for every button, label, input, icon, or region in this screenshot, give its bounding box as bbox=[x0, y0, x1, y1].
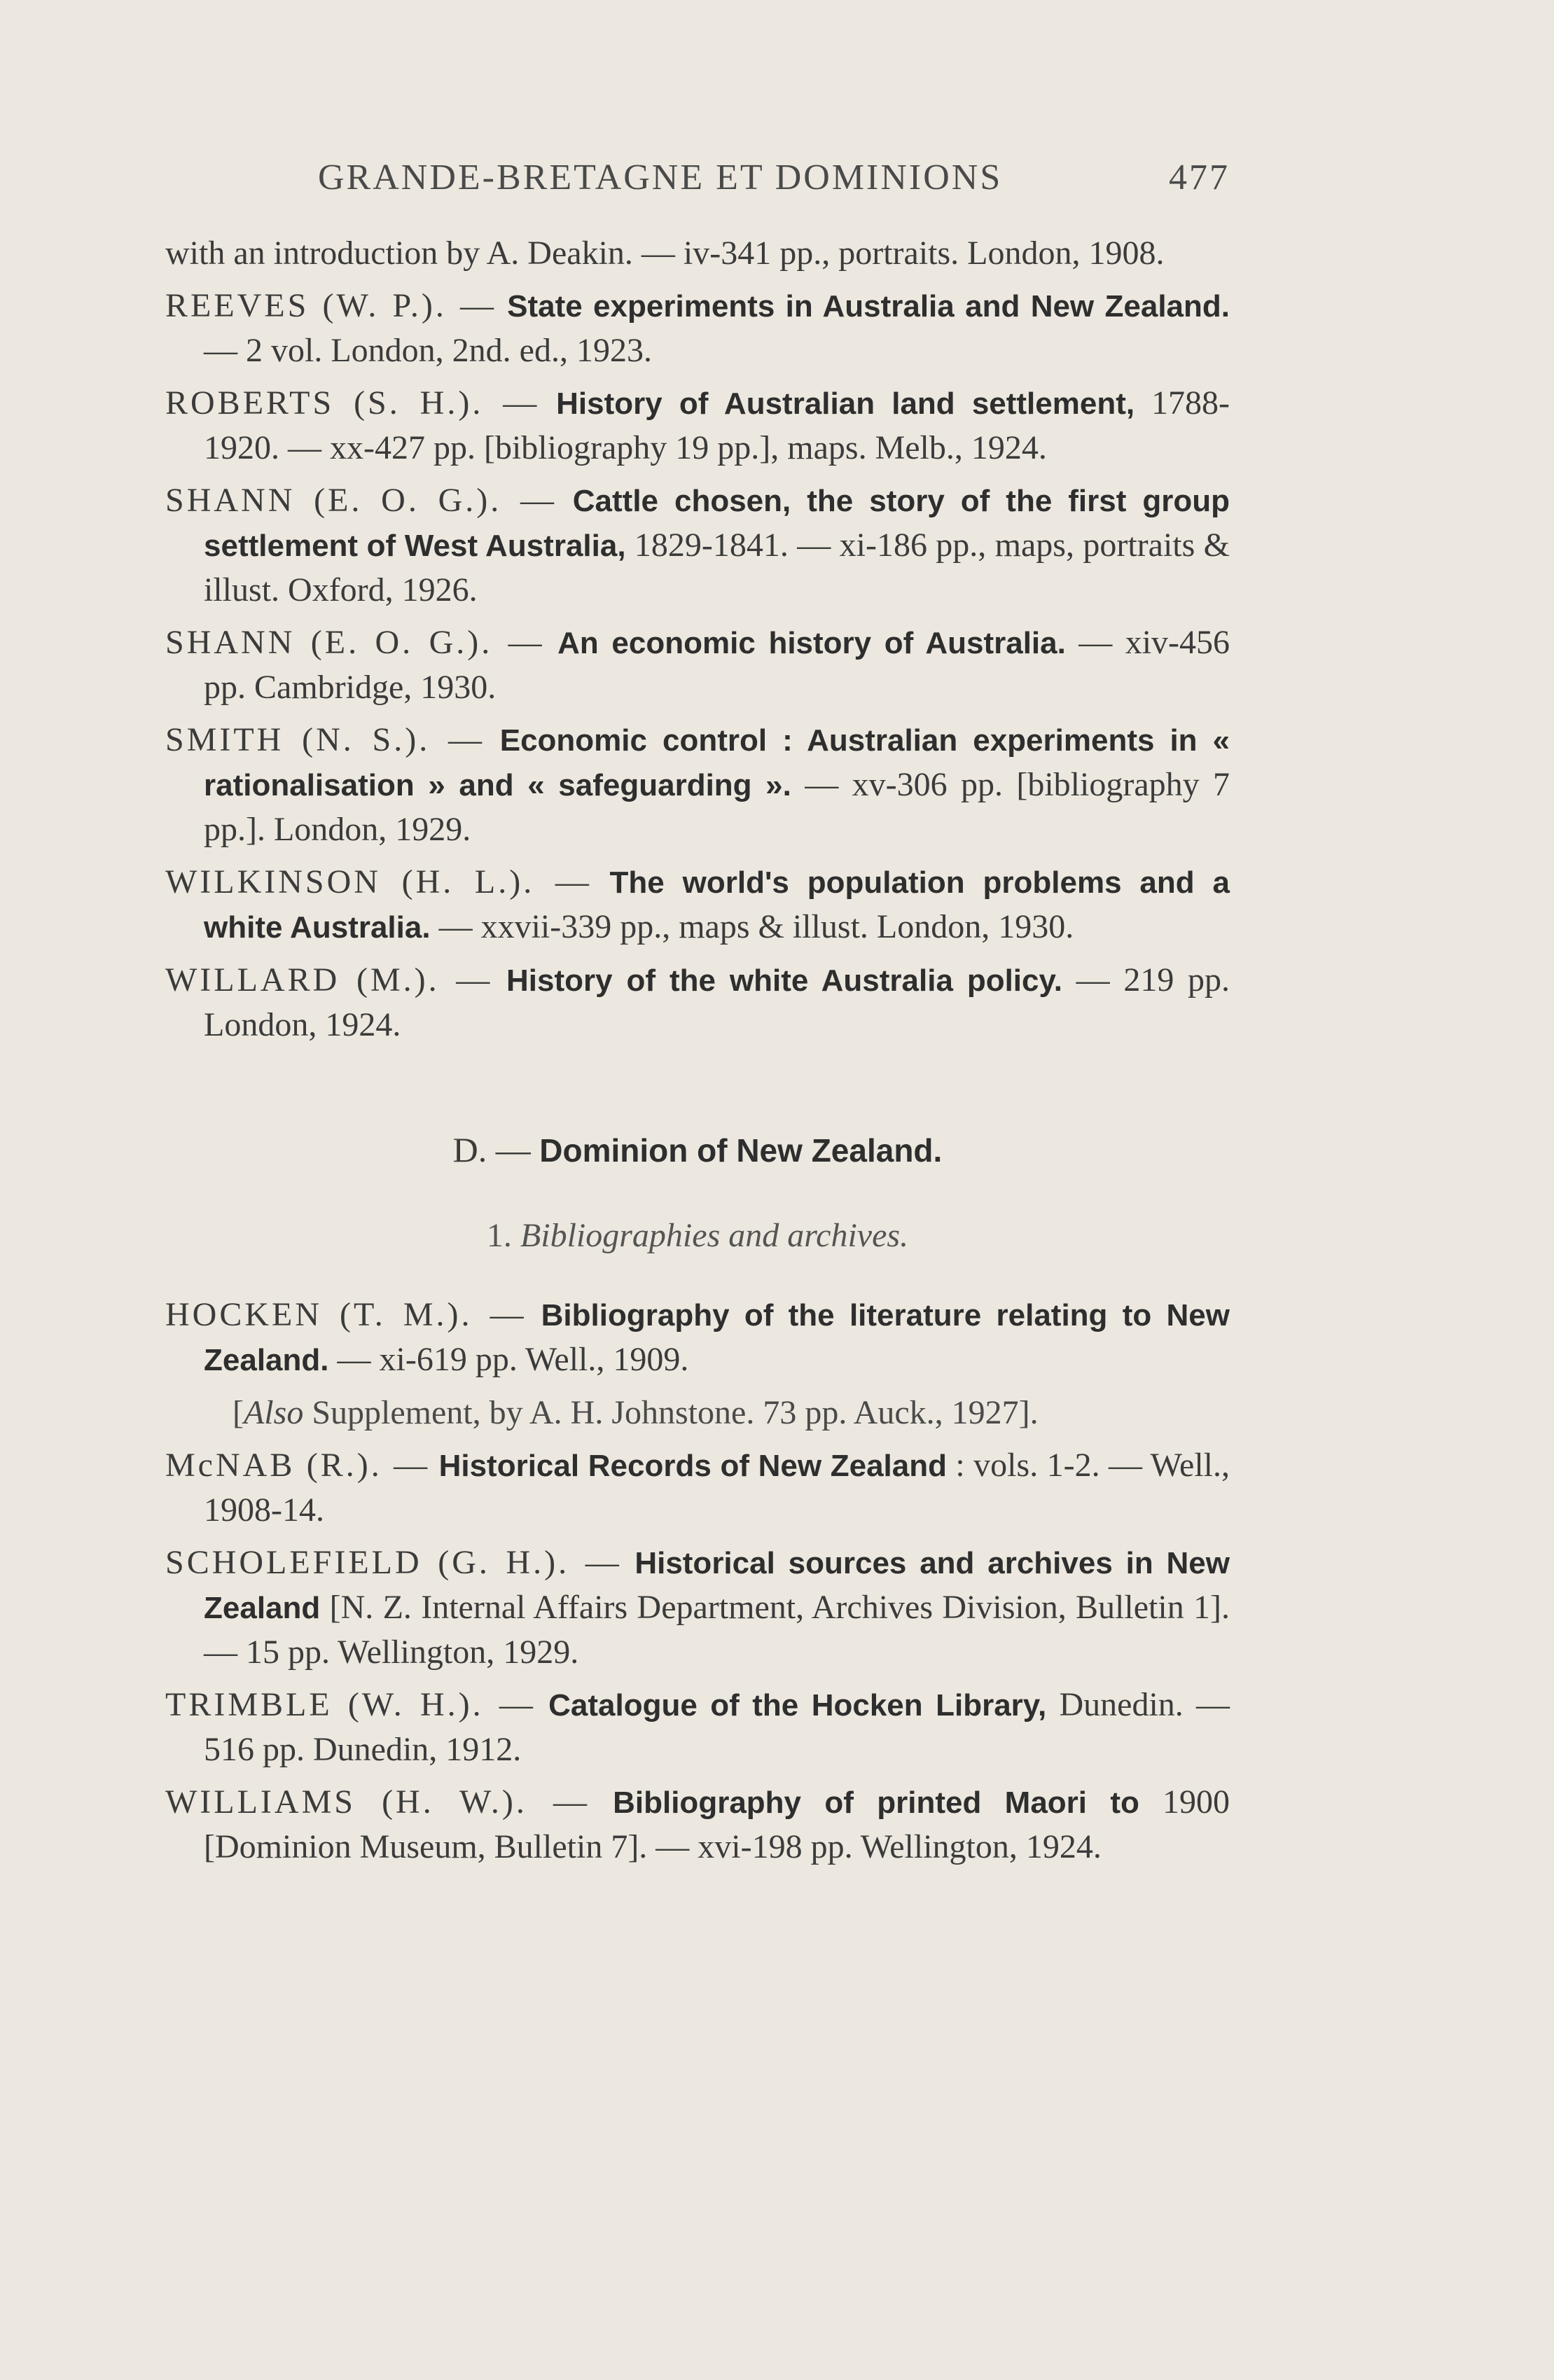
entry-author: SHANN (E. O. G.). — bbox=[165, 624, 545, 661]
running-title: GRANDE-BRETAGNE ET DOMINIONS bbox=[318, 158, 1003, 197]
bib-entry bbox=[165, 1683, 1230, 1772]
bib-entry bbox=[165, 958, 1230, 1047]
text-block bbox=[165, 231, 1230, 1877]
entry-details: — xi-619 pp. Well., 1909. bbox=[337, 1341, 689, 1378]
section-letter: D. — bbox=[452, 1130, 531, 1169]
bib-entry bbox=[165, 1443, 1230, 1532]
subsection-number: 1. bbox=[486, 1217, 512, 1254]
entry-title: Cattle chosen, the story of the first group settlement of West Australia, bbox=[204, 484, 1230, 563]
entry-title: The world's population problems and a white Australia. bbox=[204, 865, 1230, 945]
entry-author: HOCKEN (T. M.). — bbox=[165, 1296, 527, 1333]
entry-title: Economic control : Australian experiments in « rationalisation » and « safeguarding ». bbox=[204, 723, 1230, 802]
section-title: Dominion of New Zealand. bbox=[539, 1132, 943, 1169]
entry-author: SMITH (N. S.). — bbox=[165, 721, 485, 758]
bib-entry-continuation bbox=[165, 231, 1230, 275]
bib-entry bbox=[165, 1780, 1230, 1869]
entry-title: Historical sources and archives in New Zealand bbox=[204, 1546, 1230, 1625]
bib-entry bbox=[165, 718, 1230, 851]
entry-title: History of Australian land settlement, bbox=[556, 387, 1135, 421]
note-text: Supplement, by A. H. Johnstone. 73 pp. Auck., 1927]. bbox=[312, 1394, 1039, 1431]
entry-title: Historical Records of New Zealand bbox=[438, 1449, 947, 1483]
entry-details: — 219 pp. London, 1924. bbox=[204, 961, 1230, 1043]
entry-details: [N. Z. Internal Affairs Department, Archives Division, Bulletin 1]. — 15 pp. Wellington, 1929. bbox=[204, 1589, 1230, 1671]
entry-details: : vols. 1-2. — Well., 1908-14. bbox=[204, 1447, 1230, 1529]
bib-entry bbox=[165, 381, 1230, 470]
entry-author: REEVES (W. P.). — bbox=[165, 287, 497, 324]
entry-author: WILLIAMS (H. W.). — bbox=[165, 1783, 590, 1821]
entry-details: with an introduction by A. Deakin. — iv-341 pp., portraits. London, 1908. bbox=[165, 235, 1165, 272]
bib-entry bbox=[165, 284, 1230, 373]
entry-author: SCHOLEFIELD (G. H.). — bbox=[165, 1544, 622, 1581]
entry-details: — xv-306 pp. [bibliography 7 pp.]. London, 1929. bbox=[204, 766, 1230, 848]
entry-details: — xiv-456 pp. Cambridge, 1930. bbox=[204, 624, 1230, 706]
entry-details: 1829-1841. — xi-186 pp., maps, portraits & illust. Oxford, 1926. bbox=[204, 527, 1230, 608]
entry-author: ROBERTS (S. H.). — bbox=[165, 384, 540, 422]
bib-entry bbox=[165, 1293, 1230, 1382]
entry-author: TRIMBLE (W. H.). — bbox=[165, 1686, 536, 1723]
entry-title: Catalogue of the Hocken Library, bbox=[548, 1688, 1047, 1723]
entry-details: — xxvii-339 pp., maps & illust. London, 1930. bbox=[438, 908, 1074, 945]
entry-details: 1900 [Dominion Museum, Bulletin 7]. — xvi-198 pp. Wellington, 1924. bbox=[204, 1783, 1230, 1865]
subsection-title: Bibliographies and archives. bbox=[520, 1217, 909, 1254]
bib-entry bbox=[165, 1540, 1230, 1674]
entry-title: Bibliography of the literature relating to New Zealand. bbox=[204, 1298, 1230, 1377]
entry-details: Dunedin. — 516 pp. Dunedin, 1912. bbox=[204, 1686, 1230, 1768]
note-prefix: [ bbox=[233, 1394, 244, 1431]
bib-entry bbox=[165, 478, 1230, 612]
entry-details: 1788-1920. — xx-427 pp. [bibliography 19 pp.], maps. Melb., 1924. bbox=[204, 384, 1230, 466]
entry-title: An economic history of Australia. bbox=[557, 626, 1066, 660]
entry-author: SHANN (E. O. G.). — bbox=[165, 482, 557, 519]
note-italic: Also bbox=[243, 1394, 304, 1431]
entry-author: McNAB (R.). — bbox=[165, 1447, 431, 1484]
entry-title: Bibliography of printed Maori to bbox=[613, 1786, 1139, 1820]
bib-entry bbox=[165, 620, 1230, 709]
section-heading bbox=[165, 1129, 1230, 1170]
bib-entry bbox=[165, 860, 1230, 949]
supplement-note bbox=[165, 1391, 1230, 1435]
entry-author: WILLARD (M.). — bbox=[165, 961, 493, 998]
page-number: 477 bbox=[1169, 158, 1230, 197]
entry-details: — 2 vol. London, 2nd. ed., 1923. bbox=[204, 332, 652, 369]
entry-author: WILKINSON (H. L.). — bbox=[165, 863, 592, 900]
entry-title: State experiments in Australia and New Zealand. bbox=[507, 289, 1230, 323]
subsection-heading bbox=[165, 1216, 1230, 1255]
entry-title: History of the white Australia policy. bbox=[506, 963, 1062, 998]
